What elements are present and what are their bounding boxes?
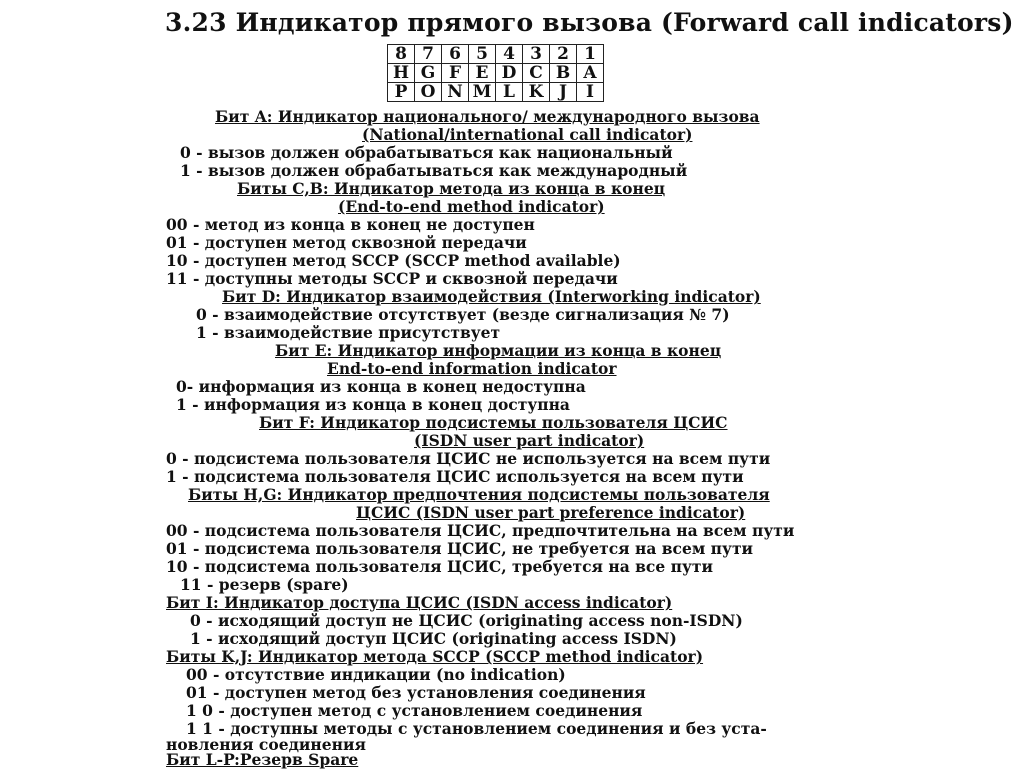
section-heading: Бит I: Индикатор доступа ЦСИС (ISDN access indicator) (166, 593, 673, 612)
table-cell: E (469, 64, 496, 83)
bit-letter-row (388, 83, 604, 102)
section-heading: (National/international call indicator) (362, 125, 693, 144)
table-cell: P (388, 83, 415, 102)
definition-line: 1 0 - доступен метод с установлением соединения (186, 701, 643, 720)
definition-line: 01 - доступен метод сквозной передачи (166, 233, 527, 252)
definition-line: 0- информация из конца в конец недоступна (176, 377, 586, 396)
definition-line: 10 - доступен метод SCCP (SCCP method available) (166, 251, 621, 270)
table-cell: F (442, 64, 469, 83)
definition-line: 1 - взаимодействие присутствует (196, 323, 501, 342)
definition-line: 1 - информация из конца в конец доступна (176, 395, 570, 414)
table-cell: H (388, 64, 415, 83)
bit-table (387, 44, 604, 102)
definition-line: новления соединения (166, 735, 366, 754)
table-cell: K (523, 83, 550, 102)
table-cell: 2 (550, 45, 577, 64)
table-cell: 5 (469, 45, 496, 64)
section-heading: Биты K,J: Индикатор метода SCCP (SCCP method indicator) (166, 647, 704, 666)
section-heading: (End-to-end method indicator) (338, 197, 605, 216)
definition-line: 01 - доступен метод без установления соединения (186, 683, 646, 702)
table-cell: N (442, 83, 469, 102)
table-cell: 3 (523, 45, 550, 64)
table-cell: 8 (388, 45, 415, 64)
section-heading: Биты H,G: Индикатор предпочтения подсистемы пользователя (188, 485, 770, 504)
table-cell: A (577, 64, 604, 83)
section-heading: Бит F: Индикатор подсистемы пользователя ЦСИС (259, 413, 728, 432)
table-cell: 4 (496, 45, 523, 64)
definition-line: 1 - исходящий доступ ЦСИС (originating access ISDN) (190, 629, 677, 648)
definition-line: 0 - подсистема пользователя ЦСИС не используется на всем пути (166, 449, 771, 468)
definition-line: 1 - вызов должен обрабатываться как международный (180, 161, 688, 180)
table-cell: G (415, 64, 442, 83)
table-cell: J (550, 83, 577, 102)
definition-line: 00 - метод из конца в конец не доступен (166, 215, 535, 234)
table-cell: I (577, 83, 604, 102)
definition-line: 00 - отсутствие индикации (no indication) (186, 665, 566, 684)
definition-line: 01 - подсистема пользователя ЦСИС, не требуется на всем пути (166, 539, 754, 558)
table-cell: L (496, 83, 523, 102)
table-cell: M (469, 83, 496, 102)
section-heading: ЦСИС (ISDN user part preference indicator) (356, 503, 746, 522)
section-heading: Биты C,B: Индикатор метода из конца в конец (237, 179, 666, 198)
section-heading: Бит A: Индикатор национального/ международного вызова (215, 107, 760, 126)
table-cell: 6 (442, 45, 469, 64)
definition-line: 10 - подсистема пользователя ЦСИС, требуется на все пути (166, 557, 713, 576)
section-heading: Бит L-P:Резерв Spare (166, 750, 359, 769)
table-cell: O (415, 83, 442, 102)
table-cell: C (523, 64, 550, 83)
table-cell: 7 (415, 45, 442, 64)
definition-line: 1 1 - доступны методы с установлением соединения и без уста- (186, 719, 767, 738)
bit-letter-row (388, 64, 604, 83)
definition-line: 00 - подсистема пользователя ЦСИС, предпочтительна на всем пути (166, 521, 795, 540)
section-heading: Бит D: Индикатор взаимодействия (Interworking indicator) (222, 287, 761, 306)
table-cell: 1 (577, 45, 604, 64)
page-title: 3.23 Индикатор прямого вызова (Forward call indicators) (165, 8, 1014, 37)
definition-line: 11 - доступны методы SCCP и сквозной передачи (166, 269, 618, 288)
definition-line: 0 - исходящий доступ не ЦСИС (originating access non-ISDN) (190, 611, 743, 630)
definition-line: 1 - подсистема пользователя ЦСИС используется на всем пути (166, 467, 744, 486)
definition-line: 0 - взаимодействие отсутствует (везде сигнализация № 7) (196, 305, 730, 324)
bit-number-row (388, 45, 604, 64)
section-heading: Бит E: Индикатор информации из конца в конец (275, 341, 722, 360)
section-heading: (ISDN user part indicator) (414, 431, 645, 450)
definition-line: 11 - резерв (spare) (180, 575, 349, 594)
table-cell: D (496, 64, 523, 83)
definition-line: 0 - вызов должен обрабатываться как национальный (180, 143, 673, 162)
section-heading: End-to-end information indicator (327, 359, 617, 378)
table-cell: B (550, 64, 577, 83)
